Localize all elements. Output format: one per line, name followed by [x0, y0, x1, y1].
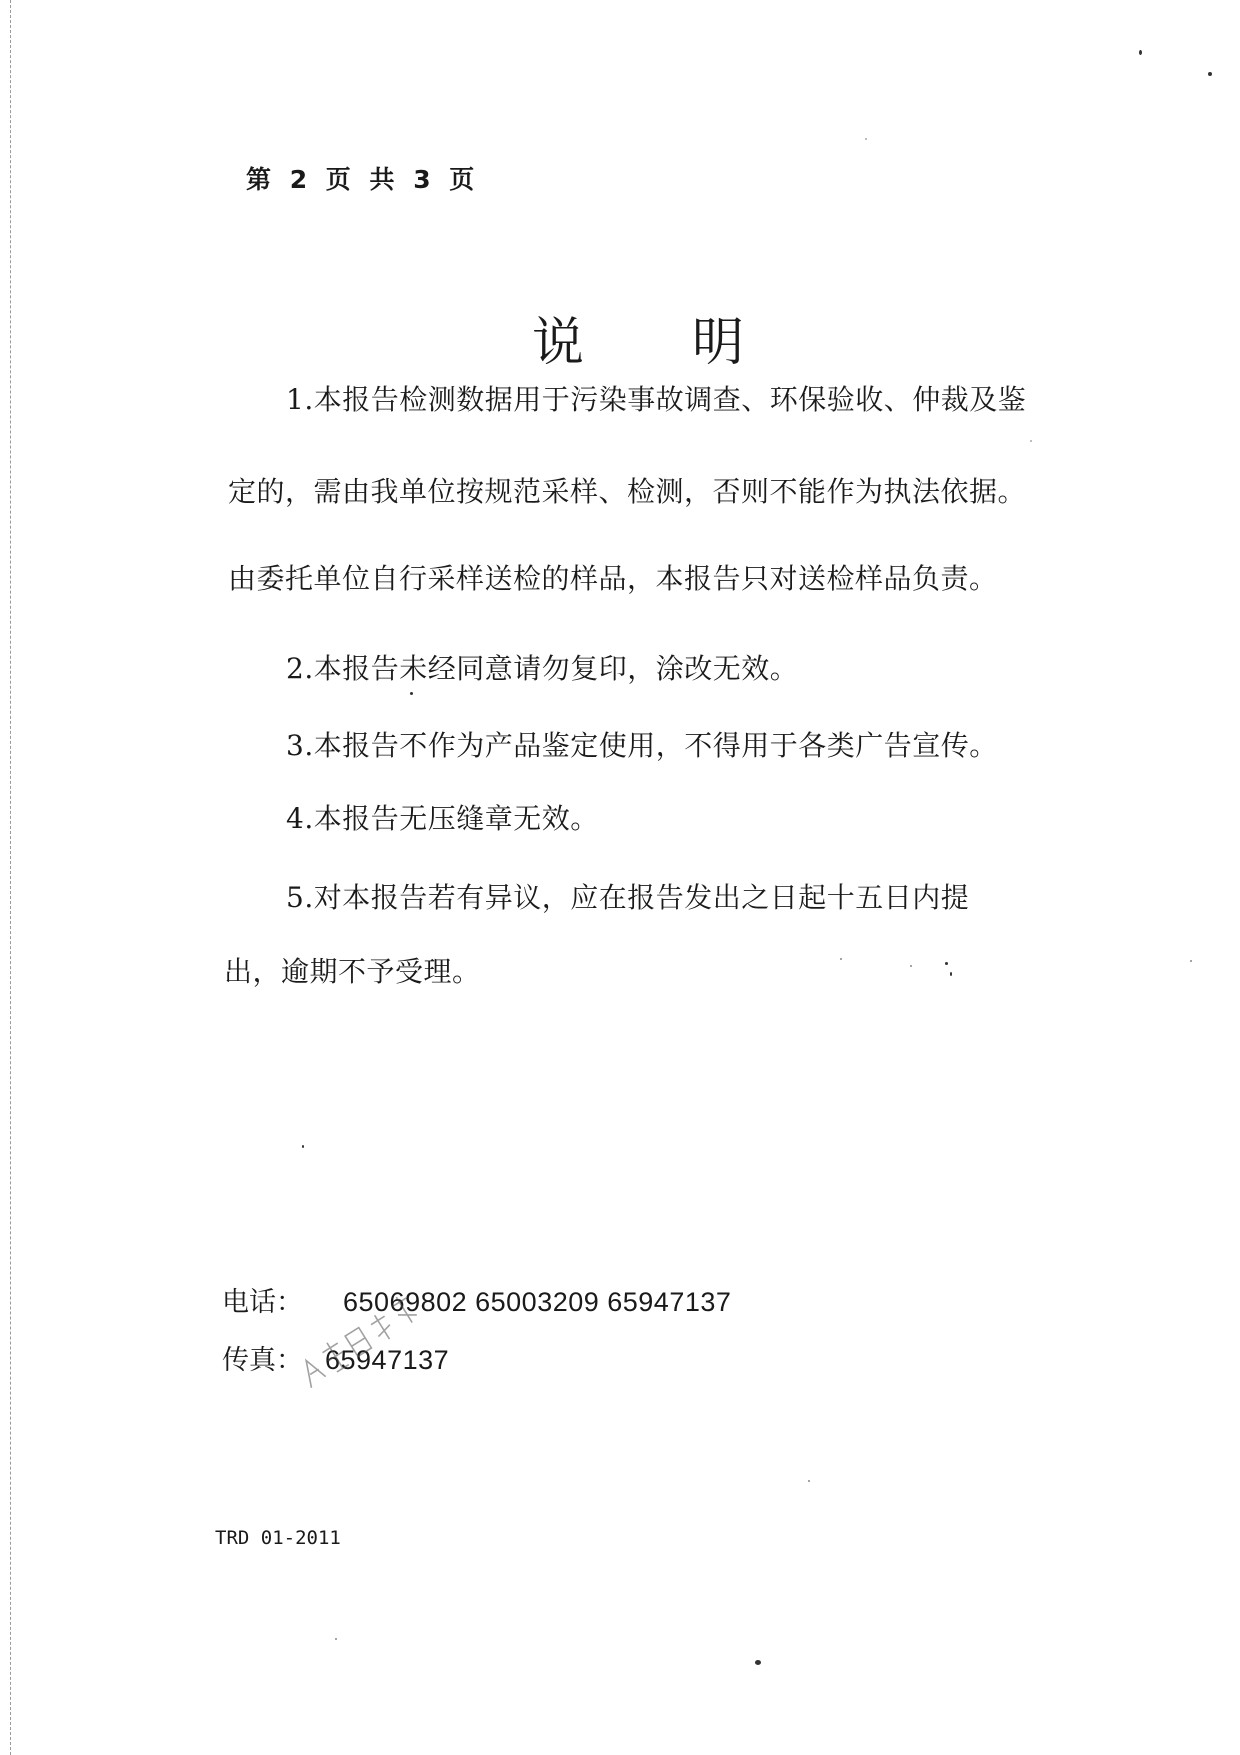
- scan-speck: [840, 958, 842, 960]
- note-line-7: 5.对本报告若有异议，应在报告发出之日起十五日内提: [286, 881, 970, 914]
- fax-label: 传真：: [222, 1345, 303, 1376]
- phone-row: [222, 1280, 731, 1319]
- note-line-8: 出，逾期不予受理。: [224, 955, 481, 988]
- page-number: 第 2 页 共 3 页: [246, 165, 480, 194]
- scan-speck: [410, 692, 413, 695]
- scan-speck: [302, 1145, 304, 1148]
- scan-speck: [910, 965, 912, 967]
- scan-speck: [1190, 960, 1192, 962]
- scan-speck: [950, 972, 952, 976]
- scan-speck: [1139, 50, 1142, 55]
- note-line-1: 1.本报告检测数据用于污染事故调查、环保验收、仲裁及鉴: [286, 383, 1027, 416]
- page-title: 说明: [532, 313, 853, 373]
- scan-speck: [865, 138, 867, 140]
- note-line-2: 定的，需由我单位按规范采样、检测，否则不能作为执法依据。: [228, 475, 1027, 508]
- scan-speck: [808, 1480, 810, 1482]
- phone-value: 65069802 65003209 65947137: [343, 1287, 732, 1317]
- note-line-4: 2.本报告未经同意请勿复印，涂改无效。: [286, 652, 799, 685]
- scan-speck: [335, 1638, 337, 1640]
- scan-speck: [1030, 440, 1032, 442]
- document-code: TRD 01-2011: [215, 1527, 341, 1549]
- scan-speck: [1208, 72, 1212, 76]
- scan-speck: [755, 1660, 761, 1665]
- phone-label: 电话：: [222, 1287, 303, 1318]
- note-line-3: 由委托单位自行采样送检的样品，本报告只对送检样品负责。: [228, 562, 998, 595]
- scan-speck: [945, 962, 948, 965]
- fax-value: 65947137: [325, 1345, 450, 1375]
- note-line-5: 3.本报告不作为产品鉴定使用，不得用于各类广告宣传。: [286, 729, 998, 762]
- note-line-6: 4.本报告无压缝章无效。: [286, 802, 599, 835]
- scan-edge-line: [10, 0, 11, 1755]
